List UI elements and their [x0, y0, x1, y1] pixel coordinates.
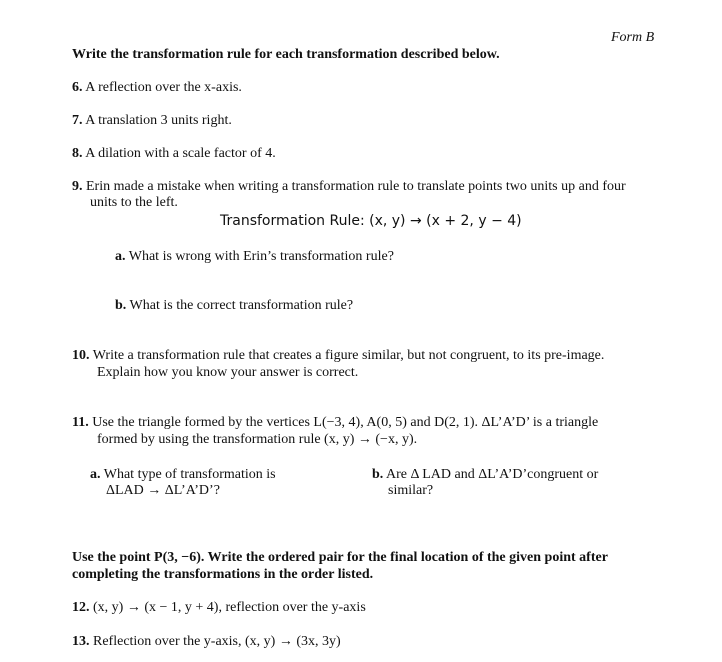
- q11-b-line2: similar?: [388, 483, 434, 498]
- q12-number: 12.: [72, 600, 90, 615]
- question-10: [72, 347, 604, 364]
- q8-number: 8.: [72, 146, 83, 161]
- q9-b-label: b.: [115, 298, 127, 313]
- q7-number: 7.: [72, 113, 83, 128]
- q11-a-line2: ΔLAD → ΔL’A’D’?: [106, 483, 220, 498]
- q9-part-b: [115, 297, 353, 314]
- q11-part-a: [90, 466, 276, 483]
- q11-line2: formed by using the transformation rule (x, y) → (−x, y).: [97, 432, 418, 447]
- question-12: [72, 599, 366, 616]
- q9-transformation-rule: Transformation Rule: (x, y) → (x + 2, y − 4): [220, 213, 522, 229]
- q9-a-text: What is wrong with Erin’s transformation rule?: [128, 249, 394, 264]
- q11-line1: Use the triangle formed by the vertices L(−3, 4), A(0, 5) and D(2, 1). ΔL’A’D’ is a triangle: [92, 415, 599, 430]
- q13-text: Reflection over the y-axis, (x, y) → (3x, 3y): [93, 634, 341, 649]
- q9-line2: units to the left.: [90, 195, 178, 210]
- q6-number: 6.: [72, 80, 83, 95]
- question-9: [72, 178, 626, 195]
- q7-text: A translation 3 units right.: [85, 113, 232, 128]
- q9-number: 9.: [72, 179, 83, 194]
- question-11: [72, 414, 598, 431]
- q9-b-text: What is the correct transformation rule?: [129, 298, 354, 313]
- question-13: [72, 633, 341, 650]
- q11-a-line1: What type of transformation is: [103, 467, 276, 482]
- q9-a-label: a.: [115, 249, 126, 264]
- question-6: [72, 79, 242, 96]
- q11-b-label: b.: [372, 467, 384, 482]
- q11-b-line1: Are Δ LAD and ΔL’A’D’congruent or: [386, 467, 599, 482]
- q10-line1: Write a transformation rule that creates a figure similar, but not congruent, to its pre-image.: [92, 348, 605, 363]
- q11-a-label: a.: [90, 467, 101, 482]
- question-7: [72, 112, 232, 129]
- section2-heading-line2: completing the transformations in the order listed.: [72, 567, 374, 582]
- q9-line1: Erin made a mistake when writing a transformation rule to translate points two units up and four: [86, 179, 626, 194]
- form-label: Form B: [611, 30, 655, 45]
- section2-heading-line1: Use the point P(3, −6). Write the ordered pair for the final location of the given point after: [72, 550, 608, 565]
- q8-text: A dilation with a scale factor of 4.: [85, 146, 276, 161]
- q11-part-b: [372, 466, 598, 483]
- q10-line2: Explain how you know your answer is correct.: [97, 365, 359, 380]
- q13-number: 13.: [72, 634, 90, 649]
- q12-text: (x, y) → (x − 1, y + 4), reflection over the y-axis: [93, 600, 366, 615]
- question-8: [72, 145, 276, 162]
- section1-heading: Write the transformation rule for each transformation described below.: [72, 47, 500, 62]
- q10-number: 10.: [72, 348, 90, 363]
- q9-part-a: [115, 248, 394, 265]
- q11-number: 11.: [72, 415, 89, 430]
- q6-text: A reflection over the x-axis.: [85, 80, 242, 95]
